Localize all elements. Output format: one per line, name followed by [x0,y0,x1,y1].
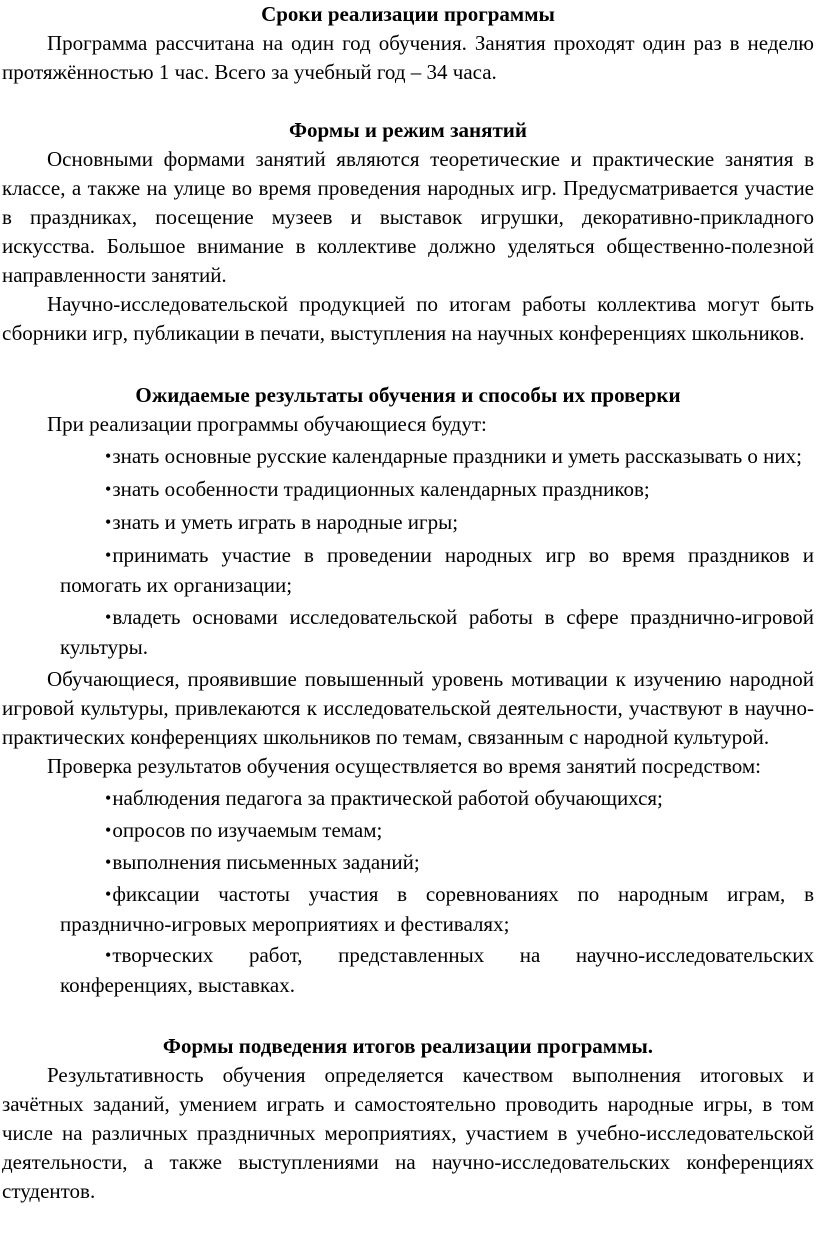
list-item: •опросов по изучаемым темам; [105,818,383,842]
spacer [2,87,814,116]
list-item: •выполнения письменных заданий; [105,850,420,874]
bullet-icon: • [105,446,112,466]
paragraph-motivated-students: Обучающиеся, проявившие повышенный уровень мотивации к изучению народной игровой культуры, привлекаются к исследовательской деятельности, участвуют в научно-практических конференциях школьников по темам, связанным с народной культурой. [2,667,814,749]
section-title-forms: Формы и режим занятий [289,118,527,142]
bullet-icon: • [105,820,112,840]
section-title-results: Ожидаемые результаты обучения и способы их проверки [135,383,681,407]
bullet-icon: • [105,607,112,627]
paragraph-forms-main: Основными формами занятий являются теоретические и практические занятия в классе, а также на улице во время проведения народных игр. Предусматривается участие в праздниках, посещение музеев и выставок игрушки, декоративно-прикладного искусства. Большое внимание в коллективе должно уделяться общественно-полезной направленности занятий. [2,147,814,287]
list-item: •знать основные русские календарные праздники и уметь рассказывать о них; [105,444,802,468]
spacer [2,1002,814,1032]
paragraph-summary: Результативность обучения определяется качеством выполнения итоговых и зачётных заданий, умением играть и самостоятельно проводить народные игры, в том числе на различных праздничных мероприятиях, участием в учебно-исследовательской деятельности, а также выступлениями на научно-исследовательских конференциях студентов. [2,1063,814,1203]
results-bullet-list [2,442,814,662]
paragraph-terms: Программа рассчитана на один год обучения. Занятия проходят один раз в неделю протяжённостью 1 час. Всего за учебный год – 34 часа. [2,31,814,84]
list-item: •фиксации частоты участия в соревнованиях по народным играм, в празднично-игровых мероприятиях и фестивалях; [60,882,814,936]
list-item: •принимать участие в проведении народных игр во время праздников и помогать их организации; [60,543,814,597]
list-item: •знать особенности традиционных календарных праздников; [105,477,650,501]
section-title-terms: Сроки реализации программы [261,2,555,26]
bullet-icon: • [105,852,112,872]
bullet-icon: • [105,512,112,532]
bullet-icon: • [105,545,112,565]
verification-bullet-list [2,784,814,1000]
section-title-summary: Формы подведения итогов реализации программы. [162,1034,654,1058]
list-item: •наблюдения педагога за практической работой обучающихся; [105,786,663,810]
paragraph-forms-research: Научно-исследовательской продукцией по итогам работы коллектива могут быть сборники игр, публикации в печати, выступления на научных конференциях школьников. [2,292,814,345]
bullet-icon: • [105,945,112,965]
list-item: •творческих работ, представленных на научно-исследовательских конференциях, выставках. [60,943,814,997]
list-item: •знать и уметь играть в народные игры; [105,510,459,534]
list-item: •владеть основами исследовательской работы в сфере празднично-игровой культуры. [60,605,814,659]
bullet-icon: • [105,884,112,904]
paragraph-results-intro: При реализации программы обучающиеся будут: [47,412,487,436]
bullet-icon: • [105,479,112,499]
paragraph-verification: Проверка результатов обучения осуществляется во время занятий посредством: [47,754,761,778]
bullet-icon: • [105,788,112,808]
spacer [2,348,814,381]
